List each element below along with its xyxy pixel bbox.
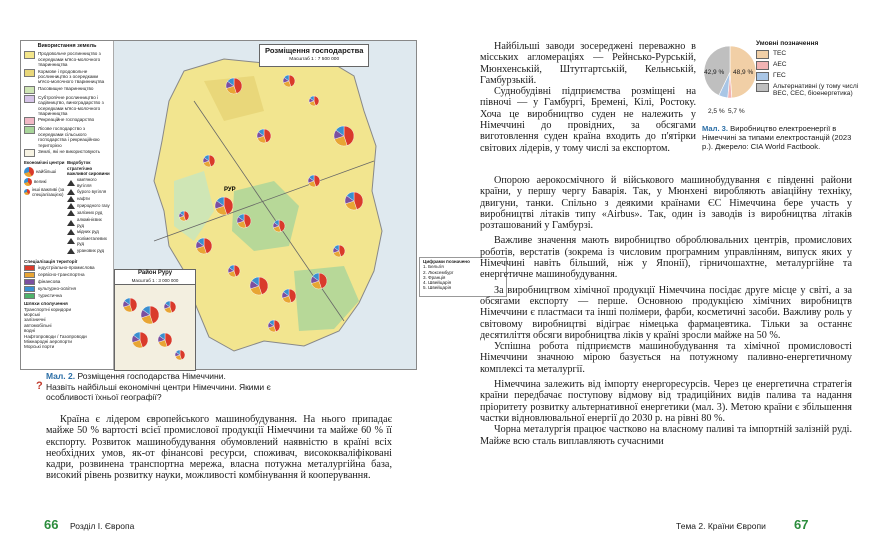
specialization-title: Спеціалізація території [24, 258, 78, 264]
map-caption-text: Розміщення господарства Німеччини. [77, 371, 226, 381]
resources-title: Видобуток стратегічно важливої сировини [67, 160, 110, 176]
resource-label: мідних руд [77, 229, 99, 235]
map-title-box [259, 44, 369, 67]
resource-triangle-icon [67, 210, 75, 216]
left-body-text [46, 414, 392, 482]
pie-label-tes: 48,9 % [733, 69, 754, 76]
right-paragraph: Суднобудівні підприємства розміщені на півночі — у Гамбургі, Бремені, Кілі, Ростоку. Хоча це виробництво суден не належить у Німеччині до провідних, за обсягами виготовлення суден країна входить до п'ятірки світових лідерів, у тому числі за експортом. [480, 86, 696, 154]
pie-legend-swatch [756, 72, 769, 81]
pie-legend-swatch [756, 83, 769, 92]
land-use-item [24, 86, 110, 94]
specialization-item [24, 279, 110, 285]
land-use-swatch [24, 86, 35, 94]
resource-label: бурого вугілля [77, 189, 107, 195]
resources-list [67, 177, 110, 253]
econ-size-list [24, 167, 67, 198]
resource-triangle-icon [67, 229, 75, 235]
page-number-left: 66 [44, 517, 59, 532]
inset-svg [115, 285, 195, 369]
resource-item [67, 210, 110, 216]
pie-legend-item [756, 72, 866, 81]
land-use-legend-title: Використання земель [37, 43, 97, 49]
land-use-label: Рекреаційне господарство [38, 117, 95, 123]
land-use-item [24, 126, 110, 148]
transport-item: Транспортні коридори [24, 306, 72, 312]
port-item: Морські порти [24, 344, 55, 350]
pie-legend-swatch [756, 61, 769, 70]
specialization-item [24, 265, 110, 271]
econ-size-item [24, 187, 67, 198]
right-paragraph: За виробництвом хімічної продукції Німеччина посідає друге місце у світі, а за обсягами експорту — перше. Основною продукцією хімічних виробництв Німеччини є пластмаси та інші полімери, фарби, косметичні засоби. Важливу роль у світовому виробництві відіграє німецька фармацевтика. Тільки за останнє десятиліття обсяги виробництва ліків у країні зросли майже на 50 %. [480, 284, 852, 341]
resource-item [67, 189, 110, 195]
land-use-label: Продовольче рослинництво з осередками м'ясо-молочного тваринництва [38, 51, 101, 68]
pie-label-alt: 42,9 % [704, 69, 725, 76]
resource-item [67, 203, 110, 209]
land-use-label: Землі, які не використовують [38, 149, 101, 155]
econ-center-icon [24, 189, 30, 195]
cipher-item: 5. Швейцарія [423, 285, 452, 291]
land-use-swatch [24, 149, 35, 157]
transport-item: водні [24, 328, 36, 334]
specialization-swatch [24, 286, 35, 292]
cipher-item: 2. Люксембург [423, 269, 454, 275]
econ-size-item [24, 178, 67, 186]
section-label-left: Розділ І. Європа [70, 521, 135, 531]
econ-size-item [24, 167, 67, 177]
land-use-label: Лісове господарство з осередками сільського господарства і рекреаційною територією [38, 126, 100, 148]
specialization-label: індустріально-промислова [38, 265, 95, 271]
map-scale: Масштаб 1 : 7 500 000 [289, 56, 340, 62]
inset-title-box [115, 270, 195, 285]
land-use-item [24, 51, 110, 67]
map-caption-num: Мал. 2. [46, 371, 76, 381]
resource-label: поліметалевих руд [77, 235, 107, 247]
map-caption [46, 371, 226, 381]
land-use-swatch [24, 51, 35, 59]
pie-legend-label: ТЕС [773, 49, 787, 57]
resource-triangle-icon [67, 220, 75, 226]
specialization-item [24, 293, 110, 299]
ports-list [24, 339, 110, 350]
econ-size-label: великі [34, 178, 47, 184]
land-use-swatch [24, 95, 35, 103]
right-text-main [480, 175, 852, 447]
specialization-item [24, 286, 110, 292]
pipelines-label: Нафтопроводи / Газопроводи [24, 333, 87, 339]
economy-map [20, 40, 470, 370]
specialization-swatch [24, 272, 35, 278]
specialization-label: туристична [38, 293, 62, 299]
resource-label: нафти [77, 196, 90, 202]
specialization-swatch [24, 279, 35, 285]
pie-legend-label: АЕС [773, 60, 787, 68]
pie-legend [756, 40, 866, 100]
transport-item: автомобільні [24, 322, 52, 328]
resource-item [67, 177, 110, 188]
land-use-list [21, 51, 113, 157]
land-use-item [24, 69, 110, 85]
land-use-swatch [24, 69, 35, 77]
left-paragraph: Країна є лідером європейського машинобудування. На нього припадає майже 50 % вартості всієї промислової продукції Німеччини та майже 60 % її експорту. Розвиток машинобудування обумовлений наявністю в країні всіх необхідних умов, як-от фінансові ресурси, споживач, висококваліфіковані кадри, розвинена транспортна мережа, власна потужна металургійна база, високий рівень розвитку науки, можливості комбінування й кооперування. [46, 414, 392, 482]
pie-legend-item [756, 50, 866, 59]
land-use-swatch [24, 117, 35, 125]
pie-legend-list [756, 50, 866, 98]
question-block [36, 380, 306, 403]
pie-legend-item [756, 83, 866, 98]
pie-legend-label: ГЕС [773, 71, 786, 79]
right-paragraph: Важливе значення мають виробництво оброблювальних центрів, промислових роботів, верстатів (зокрема із числовим програмним управлінням, випуск яких у Німеччині навіть більший, ніж у Японії), гірничошахтне, металургійне та енергетичне машинобудування. [480, 235, 852, 281]
ciphers-title: Цифрами позначено [423, 259, 470, 264]
resource-triangle-icon [67, 180, 75, 186]
pie-caption-text: Виробництво електроенергії в Німеччині за типами електростанцій (2023 р.). Джерело: CIA World Factbook. [702, 124, 852, 151]
pie-legend-item [756, 61, 866, 70]
transport-list [24, 307, 110, 334]
pie-legend-title: Умовні позначення [756, 40, 819, 47]
inset-centers [123, 298, 185, 360]
port-item: Міжнародні аеропорти [24, 339, 72, 344]
resource-item [67, 236, 110, 247]
econ-center-icon [24, 178, 32, 186]
pie-label-hes: 5,7 % [728, 108, 745, 115]
inset-title: Район Руру [137, 270, 173, 276]
pie-legend-label: Альтернативні (у тому числі ВЕС, СЕС, біоенергетика) [773, 82, 859, 98]
resource-item [67, 217, 110, 228]
specialization-swatch [24, 265, 35, 271]
econ-centers-legend [24, 160, 67, 255]
econ-size-label: найбільші [36, 168, 57, 174]
right-paragraph: Чорна металургія працює частково на власному паливі та імпортній залізній руді. Майже всю сталь виплавляють сучасними [480, 424, 852, 447]
land-use-swatch [24, 126, 35, 134]
land-use-item [24, 149, 110, 157]
cipher-item: 3. Франція [423, 274, 446, 280]
ruhr-label: РУР [224, 187, 236, 193]
map-legend [21, 41, 114, 369]
question-text: Назвіть найбільші економічні центри Німеччини. Якими є особливості їхньої географії? [46, 382, 271, 402]
specialization-label: фінансова [38, 279, 61, 285]
resource-label: уранових руд [77, 248, 105, 254]
pie-legend-swatch [756, 50, 769, 59]
pie-caption-num: Мал. 3. [702, 124, 729, 133]
right-text-top [480, 41, 696, 154]
right-paragraph: Німеччина залежить від імпорту енергоресурсів. Через це енергетична стратегія країни передбачає поступову відмову від традиційних видів палива та надання пріоритету розвитку альтернативної енергетики (мал. 3). Метою країни є збільшення частки відновлювальної енергії до 2030 р. на рівні 80 %. [480, 379, 852, 424]
resource-label: природного газу [77, 203, 110, 209]
pie-caption [702, 125, 862, 151]
econ-center-icon [24, 167, 34, 177]
specialization-label: сервісно-транспортна [38, 272, 85, 278]
land-use-label: Субтропічне рослинництво і садівництво, виноградарство з осередками м'ясо-молочного тваринництва [38, 94, 104, 117]
specialization-swatch [24, 293, 35, 299]
section-label-right: Тема 2. Країни Європи [676, 521, 766, 531]
specialization-item [24, 272, 110, 278]
right-paragraph: Опорою аерокосмічного й військового машинобудування є південні райони країни, у першу чергу Баварія. Так, у Мюнхені виробляють авіаційну техніку, двигуни, танки. Спільно з деякими країнами ЄС Німеччина бере участь у виробництві літаків типу «Airbus». Так, один із заводів із виробництва літаків розташований у Гамбурзі. [480, 175, 852, 232]
econ-centers-title: Економічні центри [24, 160, 65, 166]
transport-item: морські [24, 311, 40, 317]
right-paragraph: Найбільші заводи зосереджені переважно в місських агломераціях — Рейнсько-Рурській, Мюнхенській, Штутгартській, Кельнській, Гамбурзькій. [480, 41, 696, 86]
legend-subsection [21, 160, 113, 255]
resource-triangle-icon [67, 238, 75, 244]
land-use-label: Пасовищне тваринництво [38, 85, 94, 91]
inset-scale: Масштаб 1 : 3 000 000 [131, 278, 179, 283]
resource-label: залізних руд [77, 210, 103, 216]
resource-item [67, 196, 110, 202]
resource-triangle-icon [67, 248, 75, 254]
land-use-label: Кормове і продовольче рослинництво з осередками м'ясо-молочного тваринництва [38, 68, 105, 85]
ruhr-inset-map [114, 269, 196, 371]
land-use-item [24, 117, 110, 125]
resource-triangle-icon [67, 189, 75, 195]
resource-triangle-icon [67, 203, 75, 209]
question-icon: ? [36, 380, 43, 392]
cipher-item: 4. Швейцарія [423, 280, 452, 286]
pie-label-aes: 2,5 % [708, 108, 725, 115]
resource-item [67, 248, 110, 254]
right-paragraph: Успішна робота підприємств машинобудування та хімічної промисловості Німеччини значною мірою базується на потужному паливно-енергетичному комплексі та металургії. [480, 341, 852, 375]
resource-item [67, 229, 110, 235]
resource-label: алюмінієвих руд [77, 217, 102, 228]
right-page [438, 0, 870, 554]
resource-triangle-icon [67, 196, 75, 202]
transport-title: Шляхи сполучення [24, 301, 68, 307]
map-title: Розміщення господарства [265, 46, 364, 55]
specialization-label: культурно-освітня [38, 286, 76, 292]
page-number-right: 67 [794, 517, 809, 532]
resource-label: кам'яного вугілля [77, 177, 97, 188]
specialization-legend [21, 259, 113, 350]
econ-size-label: інші важливі (за спеціалізацією) [32, 186, 65, 197]
resources-legend [67, 160, 110, 255]
transport-item: залізничні [24, 317, 46, 323]
cipher-item: 1. Бельгія [423, 264, 444, 270]
specialization-list [24, 265, 110, 299]
land-use-item [24, 95, 110, 117]
